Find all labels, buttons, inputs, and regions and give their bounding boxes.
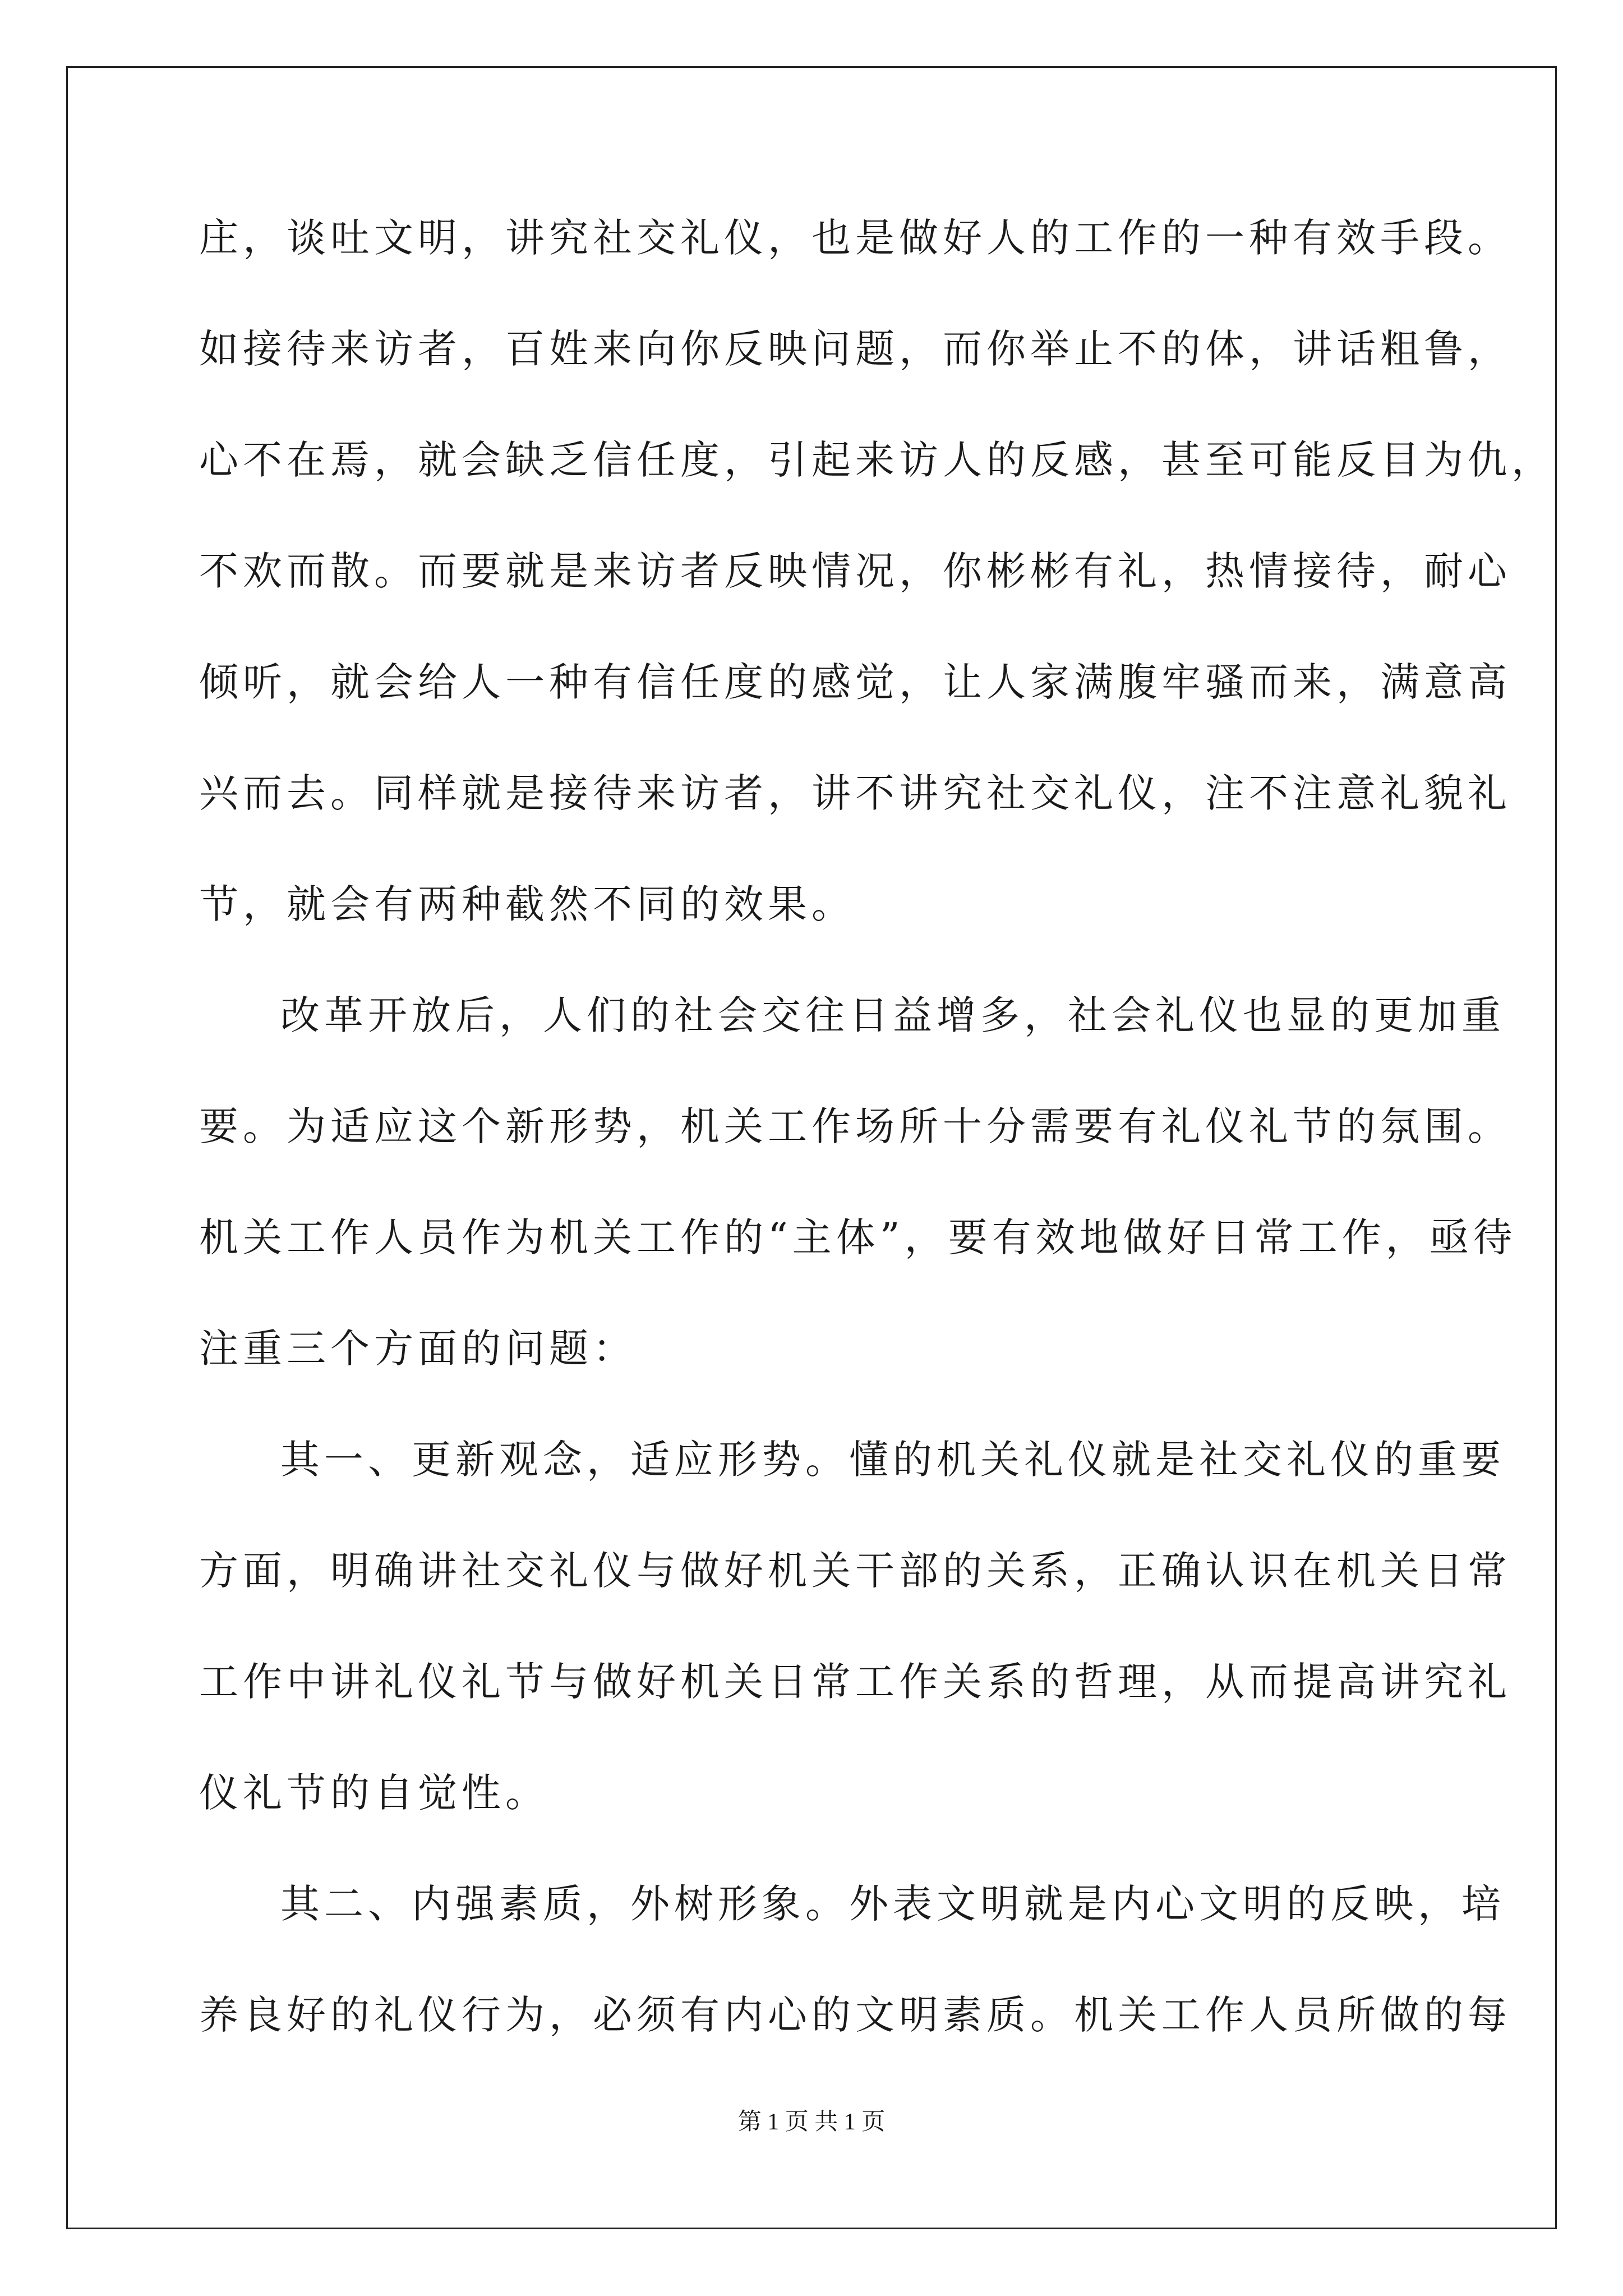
body-line-4: 不欢而散。而要就是来访者反映情况，你彬彬有礼，热情接待，耐心 bbox=[199, 548, 1511, 594]
body-line-10: 机关工作人员作为机关工作的“主体”，要有效地做好日常工作，亟待 bbox=[199, 1214, 1517, 1260]
body-line-9: 要。为适应这个新形势，机关工作场所十分需要有礼仪礼节的氛围。 bbox=[199, 1103, 1511, 1149]
body-line-15: 仪礼节的自觉性。 bbox=[199, 1770, 549, 1816]
body-line-8: 改革开放后，人们的社会交往日益增多，社会礼仪也显的更加重 bbox=[280, 992, 1505, 1038]
body-line-11: 注重三个方面的问题： bbox=[199, 1326, 637, 1372]
body-line-14: 工作中讲礼仪礼节与做好机关日常工作关系的哲理，从而提高讲究礼 bbox=[199, 1659, 1511, 1705]
body-line-2: 如接待来访者，百姓来向你反映问题，而你举止不的体，讲话粗鲁， bbox=[199, 326, 1511, 372]
body-line-1: 庄，谈吐文明，讲究社交礼仪，也是做好人的工作的一种有效手段。 bbox=[199, 215, 1511, 261]
body-line-16: 其二、内强素质，外树形象。外表文明就是内心文明的反映，培 bbox=[280, 1881, 1505, 1927]
page-number-footer: 第 1 页 共 1 页 bbox=[737, 2109, 886, 2135]
body-line-5: 倾听，就会给人一种有信任度的感觉，让人家满腹牢骚而来，满意高 bbox=[199, 659, 1511, 705]
body-line-3: 心不在焉，就会缺乏信任度，引起来访人的反感，甚至可能反目为仇， bbox=[199, 437, 1555, 483]
body-line-6: 兴而去。同样就是接待来访者，讲不讲究社交礼仪，注不注意礼貌礼 bbox=[199, 770, 1511, 816]
body-line-7: 节，就会有两种截然不同的效果。 bbox=[199, 881, 855, 927]
body-line-12: 其一、更新观念，适应形势。懂的机关礼仪就是社交礼仪的重要 bbox=[280, 1437, 1505, 1483]
body-line-17: 养良好的礼仪行为，必须有内心的文明素质。机关工作人员所做的每 bbox=[199, 1992, 1511, 2038]
body-line-13: 方面，明确讲社交礼仪与做好机关干部的关系，正确认识在机关日常 bbox=[199, 1548, 1511, 1594]
